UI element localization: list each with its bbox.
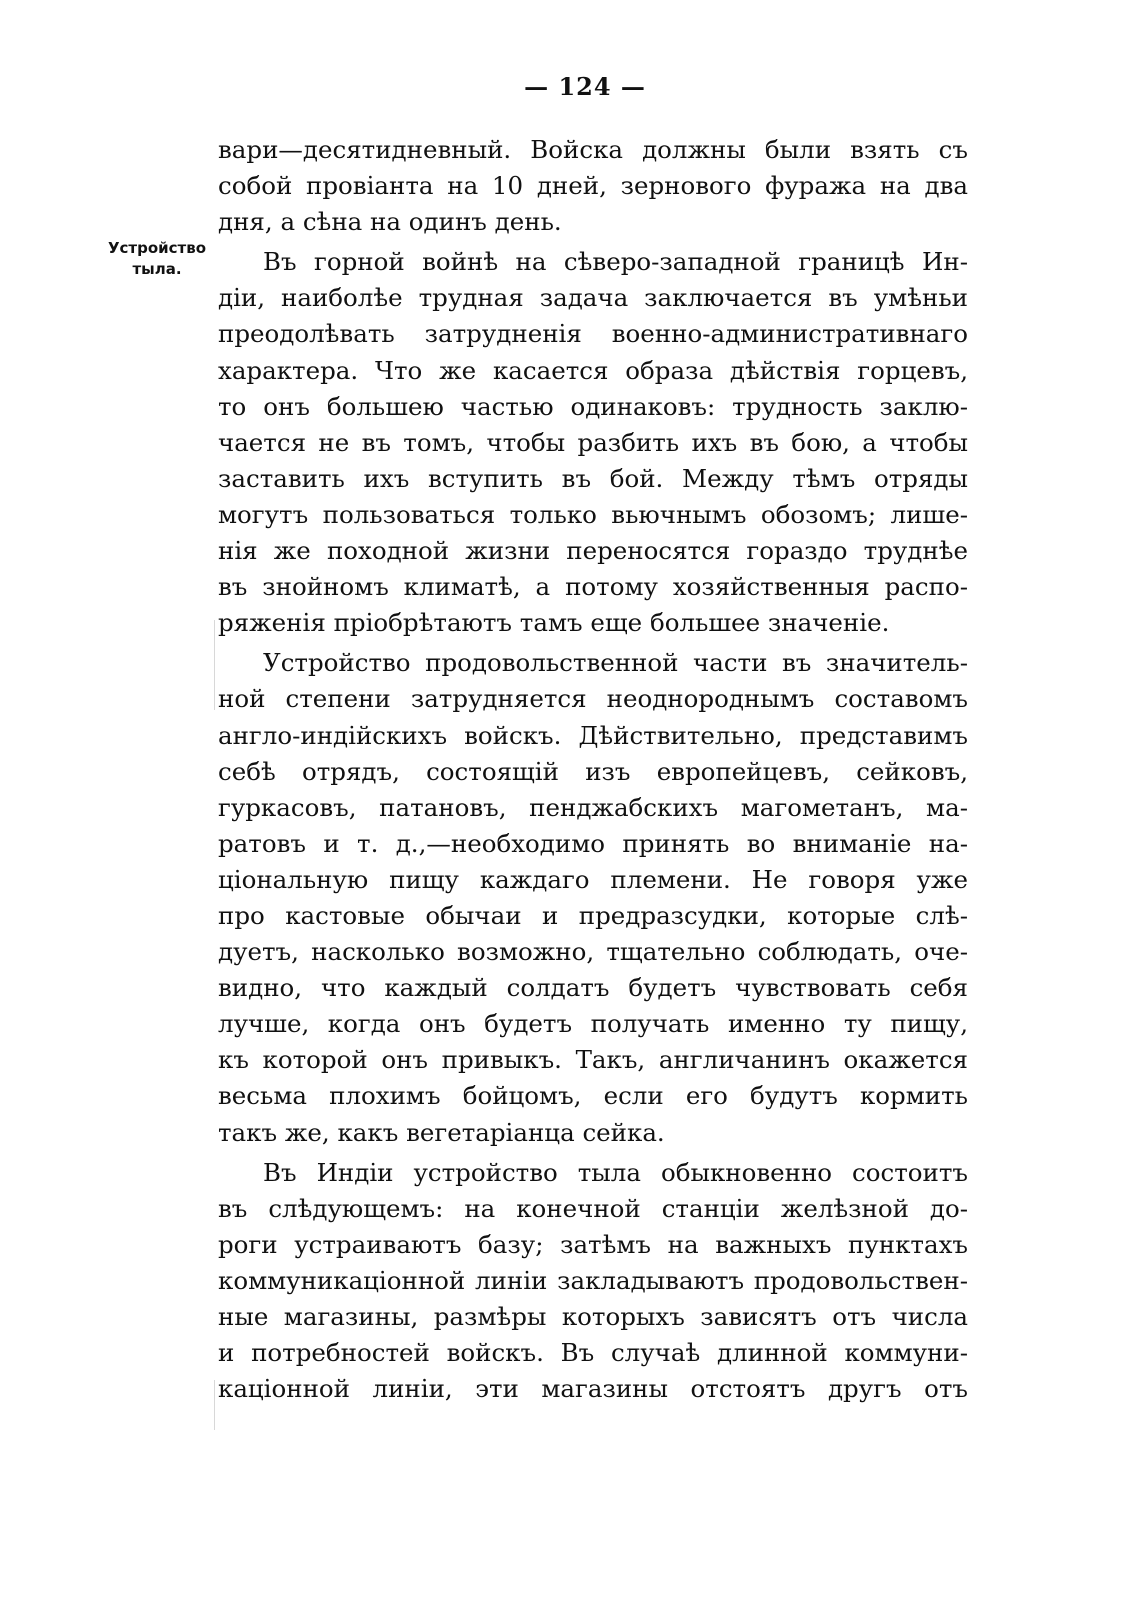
text-line: Въ горной войнѣ на сѣверо-западной границѣ Ин-	[263, 247, 968, 277]
text-line: къ которой онъ привыкъ. Такъ, англичанинъ окажется	[218, 1045, 968, 1075]
text-line: въ знойномъ климатѣ, а потому хозяйственныя распо-	[218, 572, 968, 602]
text-line: преодолѣвать затрудненія военно-административнаго	[218, 319, 968, 349]
paragraph	[218, 645, 968, 1150]
margin-note-line: тыла.	[132, 260, 182, 278]
text-line: ные магазины, размѣры которыхъ зависятъ отъ числа	[218, 1302, 968, 1331]
text-line: себѣ отрядъ, состоящій изъ европейцевъ, сейковъ,	[218, 756, 968, 786]
text-line: характера. Что же касается образа дѣйствія горцевъ,	[218, 355, 968, 385]
text-line: лучше, когда онъ будетъ получать именно ту пищу,	[218, 1009, 968, 1039]
text-line: то онъ большею частью одинаковъ: трудность заклю-	[218, 391, 968, 421]
text-line: въ слѣдующемъ: на конечной станціи желѣзной до-	[218, 1193, 968, 1223]
text-line: каціонной линіи, эти магазины отстоятъ другъ отъ	[218, 1374, 968, 1404]
text-line: дня, а сѣна на одинъ день.	[218, 207, 562, 237]
margin-note	[104, 238, 210, 280]
text-line: ціональную пищу каждаго племени. Не говоря уже	[218, 864, 968, 894]
text-line: нія же походной жизни переносятся гораздо труднѣе	[218, 536, 968, 566]
text-line: гуркасовъ, патановъ, пенджабскихъ магометанъ, ма-	[218, 792, 968, 822]
text-line: чается не въ томъ, чтобы разбить ихъ въ бою, а чтобы	[218, 427, 968, 457]
margin-note-line: Устройство	[107, 239, 207, 257]
paragraph	[218, 1155, 968, 1408]
text-line: роги устраиваютъ базу; затѣмъ на важныхъ пунктахъ	[218, 1229, 968, 1259]
text-line: могутъ пользоваться только вьючнымъ обозомъ; лише-	[218, 499, 968, 529]
text-line: ратовъ и т. д.,—необходимо принять во вниманіе на-	[218, 828, 968, 858]
scan-mark	[214, 620, 215, 710]
text-line: Устройство продовольственной части въ значитель-	[263, 648, 968, 678]
text-line: ной степени затрудняется неоднороднымъ составомъ	[218, 684, 968, 714]
text-line: ряженія пріобрѣтаютъ тамъ еще большее значеніе.	[218, 608, 890, 638]
page-number: — 124 —	[524, 72, 646, 101]
text-line: вари—десятидневный. Войска должны были взять съ	[218, 135, 968, 164]
text-line: про кастовые обычаи и предразсудки, которые слѣ-	[218, 900, 968, 930]
body-text	[218, 132, 968, 1407]
text-line: діи, наиболѣе трудная задача заключается въ умѣньи	[218, 283, 968, 313]
text-line: Въ Индіи устройство тыла обыкновенно состоитъ	[263, 1157, 968, 1187]
text-line: коммуникаціонной линіи закладываютъ продовольствен-	[218, 1265, 968, 1295]
text-line: весьма плохимъ бойцомъ, если его будутъ кормить	[218, 1081, 968, 1111]
text-line: видно, что каждый солдатъ будетъ чувствовать себя	[218, 973, 968, 1003]
text-line: такъ же, какъ вегетаріанца сейка.	[218, 1117, 665, 1147]
scan-mark	[214, 1380, 215, 1430]
paragraph	[218, 244, 968, 641]
text-line: и потребностей войскъ. Въ случаѣ длинной коммуни-	[218, 1338, 968, 1368]
text-line: заставить ихъ вступить въ бой. Между тѣмъ отряды	[218, 463, 968, 493]
text-line: англо-индійскихъ войскъ. Дѣйствительно, представимъ	[218, 720, 968, 750]
paragraph	[218, 132, 968, 240]
text-line: собой провіанта на 10 дней, зернового фуража на два	[218, 171, 968, 201]
text-line: дуетъ, насколько возможно, тщательно соблюдать, оче-	[218, 937, 968, 967]
